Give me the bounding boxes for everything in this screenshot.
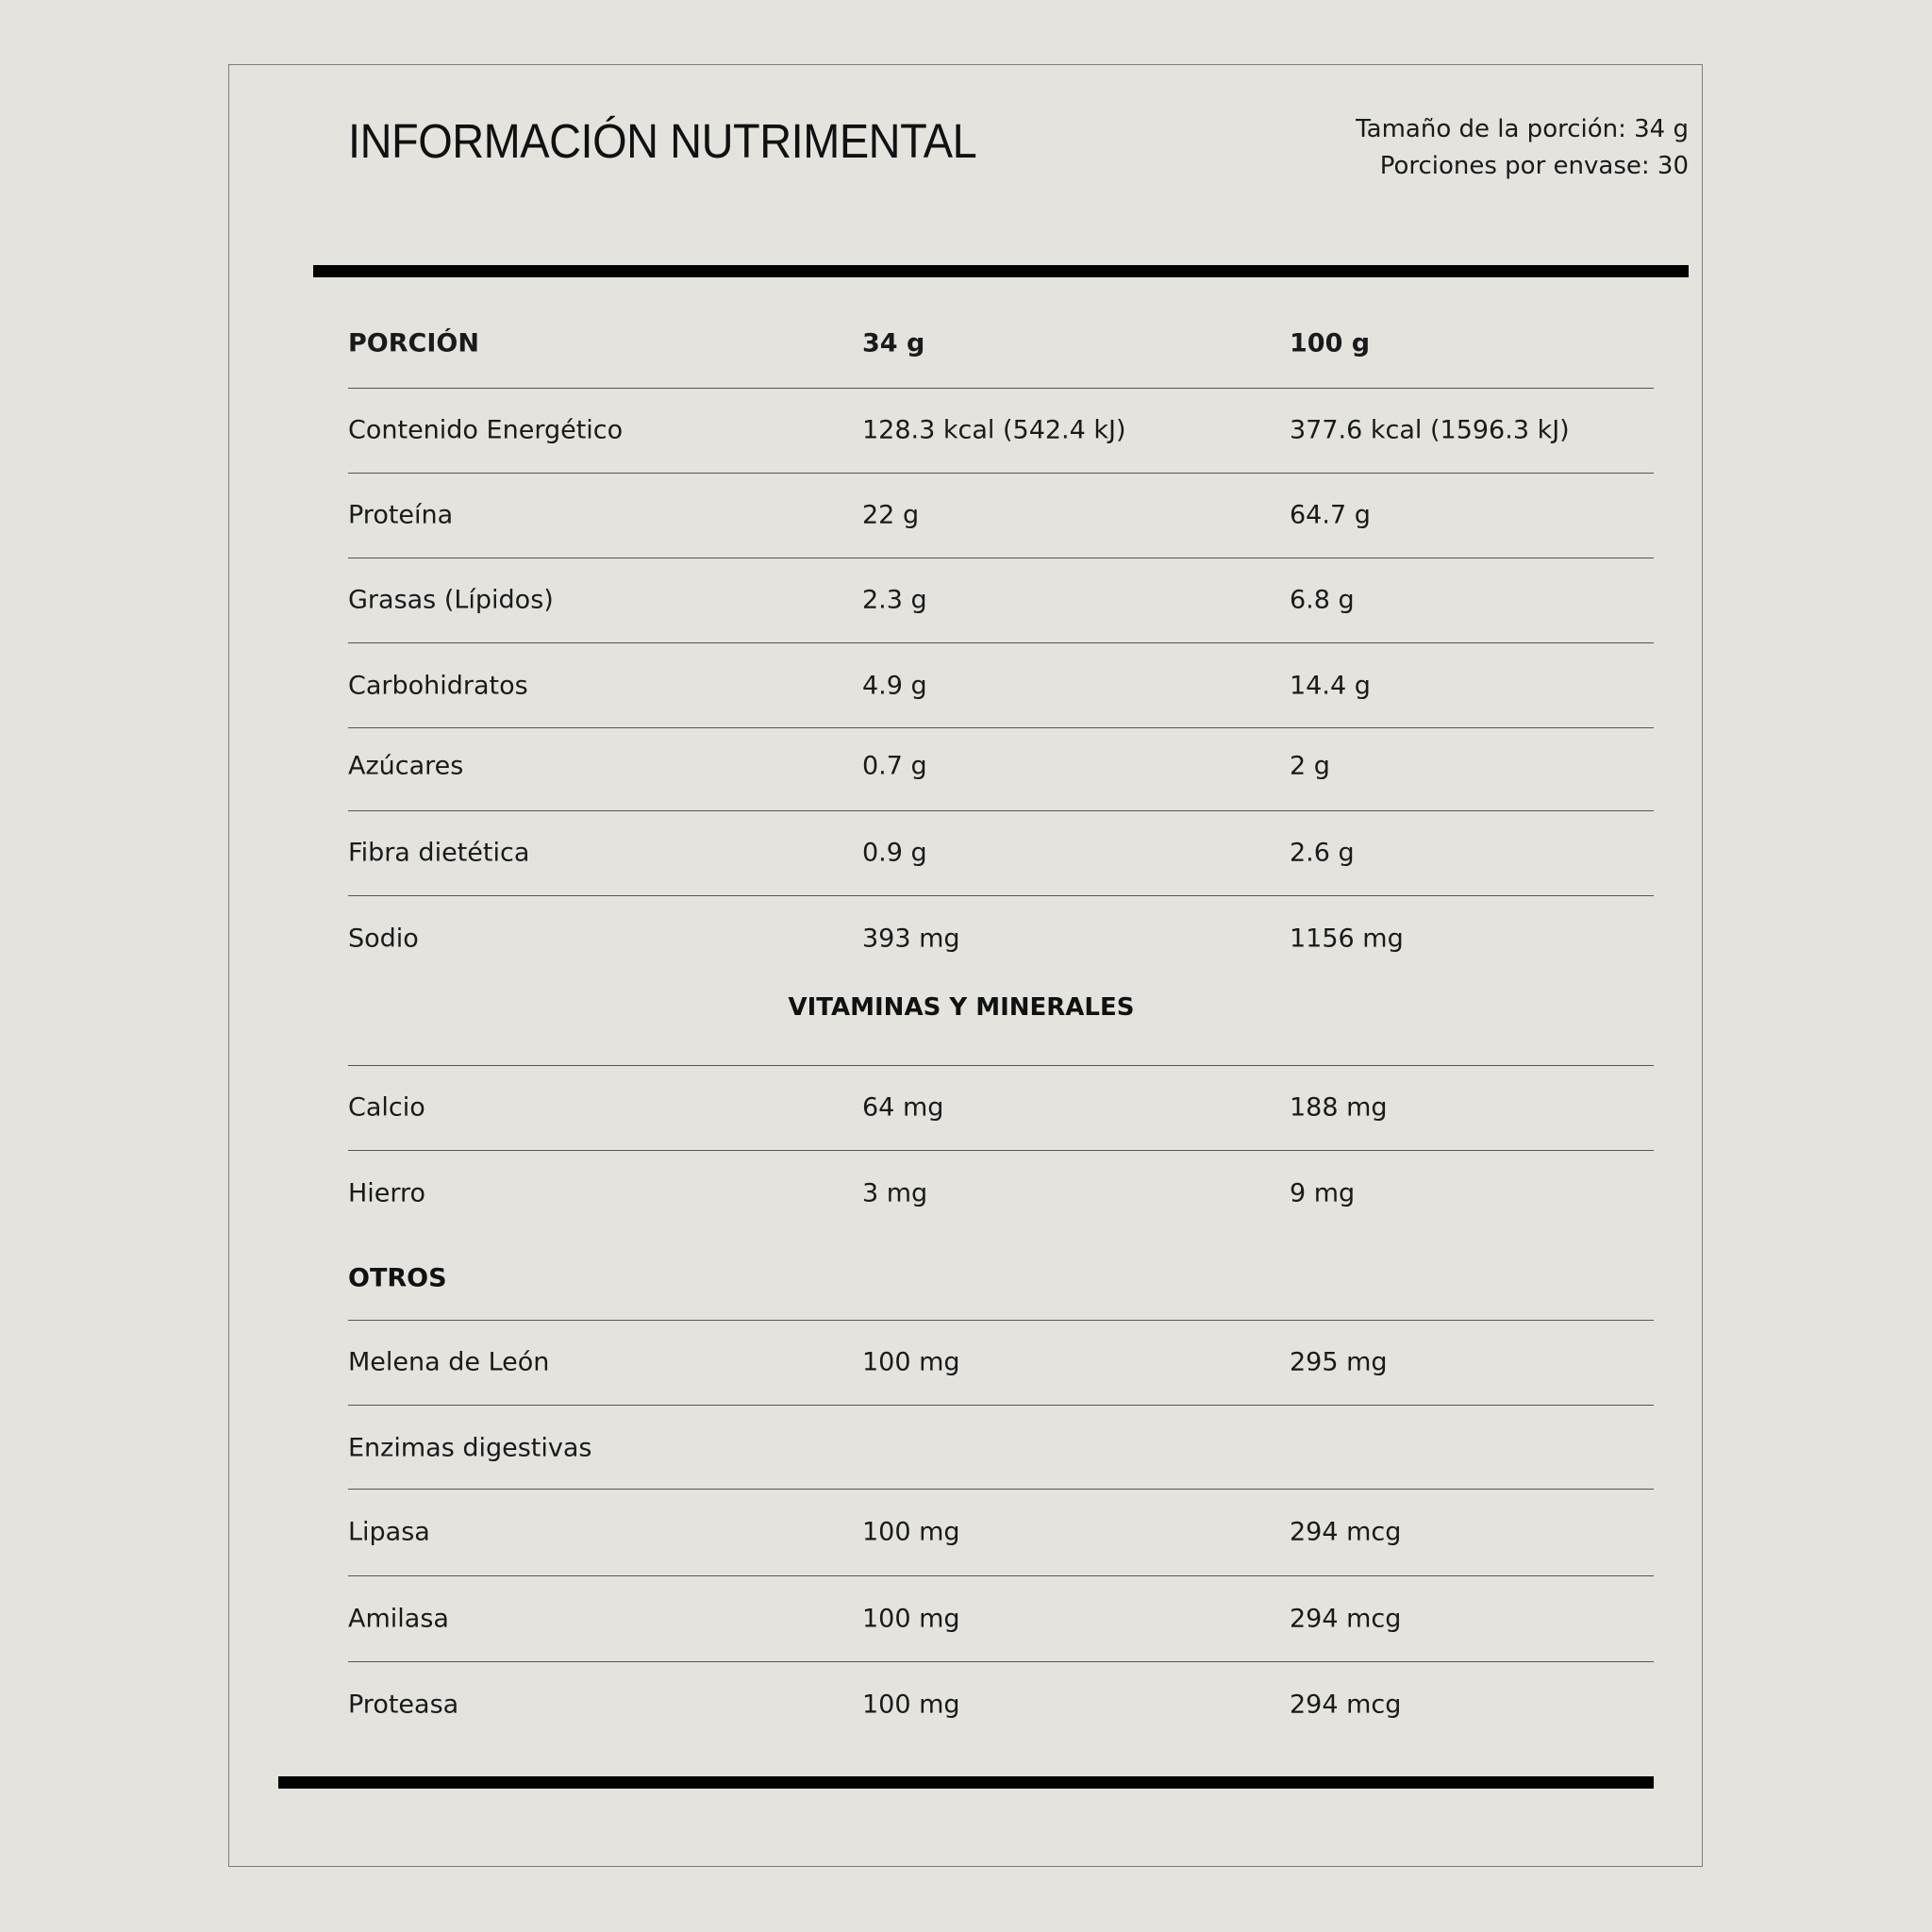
per-100g-value: 188 mg [1290,1092,1388,1123]
per-serving-value: 393 mg [862,924,960,954]
row-divider [348,388,1654,389]
top-thick-rule [313,265,1689,277]
per-100g-value: 9 mg [1290,1178,1356,1208]
header-portion-label: PORCIÓN [348,328,479,358]
per-serving-value: 100 mg [862,1517,960,1547]
per-100g-value: 377.6 kcal (1596.3 kJ) [1290,415,1570,445]
row-divider [348,810,1654,811]
serving-size: Tamaño de la porción: 34 g [1356,115,1689,143]
row-divider [348,1405,1654,1406]
nutrient-name: Proteína [348,500,454,530]
per-serving-value: 100 mg [862,1690,960,1720]
per-serving-value: 0.7 g [862,751,927,781]
nutrient-name: Contenido Energético [348,415,624,445]
per-serving-value: 4.9 g [862,671,927,701]
row-divider [348,1150,1654,1151]
per-serving-value: 22 g [862,500,920,530]
per-100g-value: 295 mg [1290,1347,1388,1377]
vitamins-heading: VITAMINAS Y MINERALES [788,993,1135,1022]
nutrient-name: Fibra dietética [348,838,530,868]
row-divider [348,473,1654,474]
nutrient-name: Hierro [348,1178,426,1208]
row-divider [348,1661,1654,1662]
per-100g-value: 14.4 g [1290,671,1371,701]
per-serving-value: 3 mg [862,1178,928,1208]
per-100g-value: 294 mcg [1290,1517,1402,1547]
nutrient-name: Carbohidratos [348,671,528,701]
per-serving-value: 64 mg [862,1092,944,1123]
nutrient-name: Lipasa [348,1517,430,1547]
row-divider [348,1065,1654,1066]
bottom-thick-rule [278,1776,1654,1789]
nutrient-name: Calcio [348,1092,425,1123]
row-divider [348,727,1654,728]
servings-per-container: Porciones por envase: 30 [1379,152,1689,180]
nutrient-name: Azúcares [348,751,464,781]
per-100g-value: 294 mcg [1290,1604,1402,1634]
per-serving-value: 0.9 g [862,838,927,868]
nutrient-name: Enzimas digestivas [348,1433,592,1463]
per-100g-value: 2.6 g [1290,838,1355,868]
nutrient-name: Proteasa [348,1690,459,1720]
nutrient-name: Sodio [348,924,419,954]
per-100g-value: 1156 mg [1290,924,1404,954]
others-heading: OTROS [348,1263,447,1293]
per-serving-value: 100 mg [862,1347,960,1377]
nutrient-name: Melena de León [348,1347,550,1377]
row-divider [348,1320,1654,1321]
row-divider [348,895,1654,896]
per-100g-value: 64.7 g [1290,500,1371,530]
nutrient-name: Grasas (Lípidos) [348,585,554,615]
page-title: INFORMACIÓN NUTRIMENTAL [348,114,977,168]
row-divider [348,1489,1654,1490]
per-100g-value: 6.8 g [1290,585,1355,615]
per-serving-value: 100 mg [862,1604,960,1634]
nutrient-name: Amilasa [348,1604,449,1634]
per-serving-value: 128.3 kcal (542.4 kJ) [862,415,1126,445]
header-per-100g: 100 g [1290,328,1371,358]
row-divider [348,1575,1654,1576]
serving-info [1356,111,1689,185]
per-100g-value: 294 mcg [1290,1690,1402,1720]
per-serving-value: 2.3 g [862,585,927,615]
header-per-serving: 34 g [862,328,925,358]
per-100g-value: 2 g [1290,751,1330,781]
row-divider [348,642,1654,643]
